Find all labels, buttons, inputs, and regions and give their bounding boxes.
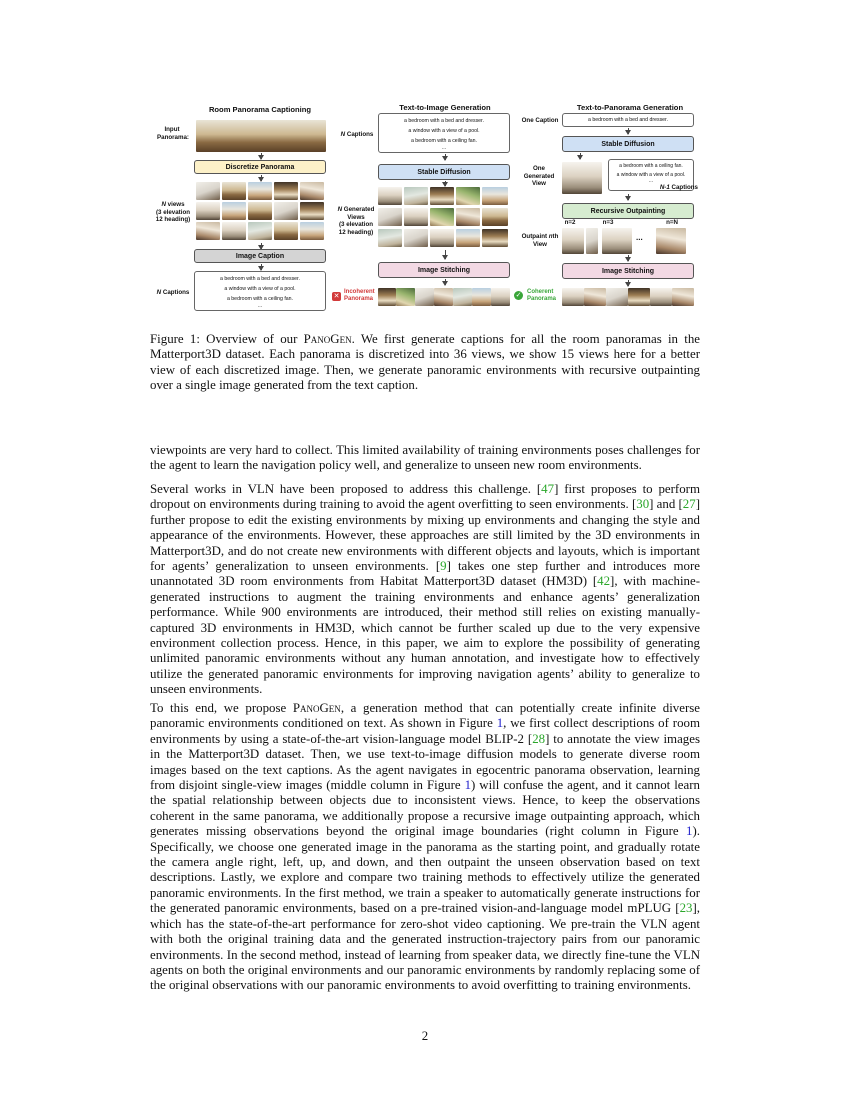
arrow	[261, 264, 262, 270]
ellipsis: ...	[636, 233, 643, 242]
arrow	[628, 194, 629, 200]
one-generated-view-label: One Generated View	[523, 165, 555, 188]
panorama-segment	[453, 288, 472, 306]
panorama-segment	[472, 288, 491, 306]
generated-view	[456, 187, 480, 205]
image-stitching-box: Image Stitching	[378, 262, 510, 278]
generated-view	[378, 187, 402, 205]
generated-view	[404, 187, 428, 205]
view-image	[222, 182, 246, 200]
one-caption-label: One Caption	[521, 117, 559, 124]
incoherent-panorama-strip	[378, 288, 510, 306]
panorama-segment	[650, 288, 672, 306]
panorama-segment	[378, 288, 396, 306]
paragraph-3: To this end, we propose PanoGen, a generation method that can potentially create infinite diverse panoramic environments conditioned on text. As shown in Figure 1, we first collect descriptions of room environments by using a state-of-the-art vision-language model BLIP-2 [28] to annotate the view images in the Matterport3D dataset. Then, we use text-to-image diffusion models to generate diverse room images based on the text captions. As the agent navigates in egocentric panorama observation, learning from disjoint single-view images (middle column in Figure 1) will confuse the agent, and it cannot learn the spatial relationship between objects due to inconsistent views. Hence, to keep the observations coherent in the same panorama, we additionally propose a recursive image outpainting approach, which generates missing observations beyond the original image boundaries (right column in Figure 1). Specifically, we choose one generated image in the panorama as the starting point, and gradually rotate the camera angle right, left, up, and down, and then outpaint the unseen observation based on text descriptions. Lastly, we explore and compare two training methods to effectively utilize the generated panoramic environments. In the first method, we train a speaker to automatically generate instructions for the generated panoramic environments, based on a pre-trained vision-and-language model mPLUG [23], which has the state-of-the-art performance for zero-shot video captioning. We pre-train the VLN agent with both the original training data and the generated instruction-trajectory pairs from our panoramic environments. In the second method, instead of learning from speaker data, we directly fine-tune the VLN agents on both the original environments and our panoramic environments by randomly replacing some of the original observations with our panoramic environments to avoid overfitting to training environments.	[150, 701, 700, 993]
panorama-segment	[562, 288, 584, 306]
outpaint-view	[586, 228, 598, 254]
generated-view	[482, 187, 508, 205]
view-image	[248, 182, 272, 200]
view-image	[274, 222, 298, 240]
citation-link[interactable]: 47	[541, 482, 555, 496]
generated-view	[404, 229, 428, 247]
arrow	[580, 153, 581, 159]
outpaint-view	[562, 228, 584, 254]
panorama-segment	[584, 288, 606, 306]
panorama-segment	[491, 288, 510, 306]
citation-link[interactable]: 27	[682, 497, 696, 512]
discretized-views-grid	[196, 182, 326, 242]
recursive-outpainting-box: Recursive Outpainting	[562, 203, 694, 219]
stable-diffusion-box: Stable Diffusion	[378, 164, 510, 180]
nN-label: n=N	[666, 219, 678, 226]
figure-ref-link[interactable]: 1	[496, 716, 504, 731]
generated-view	[430, 187, 454, 205]
view-image	[274, 182, 298, 200]
captions-box-2: a bedroom with a bed and dresser. a window with a view of a pool. a bedroom with a ceiling fan. ...	[378, 113, 510, 153]
discretize-panorama-box: Discretize Panorama	[194, 160, 326, 174]
view-image	[300, 202, 324, 220]
cross-icon: ✕	[333, 293, 340, 300]
view-image	[248, 202, 272, 220]
view-image	[222, 202, 246, 220]
citation-link[interactable]: 42	[597, 574, 611, 589]
panorama-segment	[396, 288, 415, 306]
panorama-segment	[415, 288, 434, 306]
figure-caption: Figure 1: Overview of our PanoGen. We first generate captions for all the room panoramas in the Matterport3D dataset. Each panorama is discretized into 36 views, we show 15 views here for a better view of each discretized image. Then, we generate panoramic environments with recursive outpainting over a single image generated from the text caption.	[150, 332, 700, 393]
panorama-segment	[434, 288, 453, 306]
one-caption-box: a bedroom with a bed and dresser.	[562, 113, 694, 127]
panorama-segment	[672, 288, 694, 306]
generated-view	[456, 208, 480, 226]
col3-title: Text-to-Panorama Generation	[576, 103, 684, 112]
view-image	[196, 222, 220, 240]
generated-view	[482, 229, 508, 247]
view-image	[274, 202, 298, 220]
panorama-segment	[606, 288, 628, 306]
view-image	[222, 222, 246, 240]
generated-view	[404, 208, 428, 226]
outpaint-view	[656, 228, 686, 254]
arrow	[445, 250, 446, 259]
generated-view	[430, 208, 454, 226]
n1-captions-box: a bedroom with a ceiling fan. a window with a view of a pool. ...	[608, 159, 694, 191]
coherent-panorama-strip	[562, 288, 694, 306]
arrow	[445, 279, 446, 285]
view-image	[196, 182, 220, 200]
generated-views-grid	[378, 187, 510, 251]
view-image	[248, 222, 272, 240]
outpaint-view	[602, 228, 632, 254]
page-number: 2	[421, 1029, 429, 1043]
n-captions-label: N Captions	[156, 289, 190, 296]
view-image	[196, 202, 220, 220]
arrow	[261, 175, 262, 181]
arrow	[445, 154, 446, 160]
citation-link[interactable]: 30	[636, 497, 650, 512]
n1-captions-label: N-1 Captions	[659, 184, 698, 191]
n-captions-label-2: N Captions	[340, 131, 374, 138]
stable-diffusion-box-2: Stable Diffusion	[562, 136, 694, 152]
arrow	[261, 153, 262, 159]
n-generated-views-label: N Generated Views (3 elevation 12 heading)	[337, 206, 375, 236]
col1-title: Room Panorama Captioning	[208, 105, 312, 114]
arrow	[445, 181, 446, 186]
coherent-panorama-label: Coherent Panorama	[527, 289, 557, 302]
generated-view	[430, 229, 454, 247]
incoherent-panorama-label: Incoherent Panorama	[344, 289, 375, 302]
generated-view	[378, 208, 402, 226]
generated-view	[456, 229, 480, 247]
one-generated-view-image	[562, 162, 602, 194]
generated-view	[482, 208, 508, 226]
check-icon: ✓	[515, 292, 522, 299]
n-views-label: N views (3 elevation 12 heading)	[155, 201, 191, 224]
arrow	[628, 280, 629, 286]
figure-1	[150, 98, 710, 320]
input-panorama-label: Input Panorama:	[157, 126, 189, 141]
panorama-segment	[628, 288, 650, 306]
outpaint-nth-view-label: Outpaint nth View	[521, 233, 559, 248]
paragraph-2: Several works in VLN have been proposed to address this challenge. [47] first proposes to perform dropout on environments during training to avoid the agent overfitting to seen environments. [30] and [27] further propose to edit the existing environments by mixing up environments and changing the style and appearance of the environments. However, these approaches are still limited by the 3D environments in Matterport3D, and do not create new environments with different objects and layouts, which is important for agents’ generalization to unseen environments. [9] takes one step further and introduces more unannotated 3D room environments from Habitat Matterport3D dataset (HM3D) [42], with machine-generated instructions to augment the training environments and enhance agents’ generalization performance. While 900 environments are introduced, their method still relies on existing manually-captured 3D environments in HM3D, which cannot be further scaled up due to the very expensive environment collection process. Hence, in this paper, we aim to explore the possibility of generating unlimited panoramic environments without any human annotation, and investigate how to effectively utilize the generated panoramic environments for improving navigation agents’ ability to generalize to unseen environments.	[150, 482, 700, 697]
n2-label: n=2	[564, 219, 576, 226]
arrow	[628, 128, 629, 134]
captions-box: a bedroom with a bed and dresser. a window with a view of a pool. a bedroom with a ceiling fan. ...	[194, 271, 326, 311]
figure-ref-link[interactable]: 1	[686, 824, 693, 839]
view-image	[300, 222, 324, 240]
image-stitching-box-2: Image Stitching	[562, 263, 694, 279]
col2-title: Text-to-Image Generation	[399, 103, 491, 112]
view-image	[300, 182, 324, 200]
arrow	[628, 255, 629, 261]
citation-link[interactable]: 23	[679, 901, 693, 916]
image-caption-box: Image Caption	[194, 249, 326, 263]
citation-link[interactable]: 28	[532, 731, 546, 746]
input-panorama-image	[196, 120, 326, 152]
paragraph-1: viewpoints are very hard to collect. This limited availability of training environments poses challenges for the agent to learn the navigation policy well, and generalize to unseen new room environments.	[150, 443, 700, 473]
n3-label: n=3	[602, 219, 614, 226]
citation-link[interactable]: 9	[440, 559, 447, 574]
generated-view	[378, 229, 402, 247]
figure-ref-link[interactable]: 1	[464, 778, 472, 793]
